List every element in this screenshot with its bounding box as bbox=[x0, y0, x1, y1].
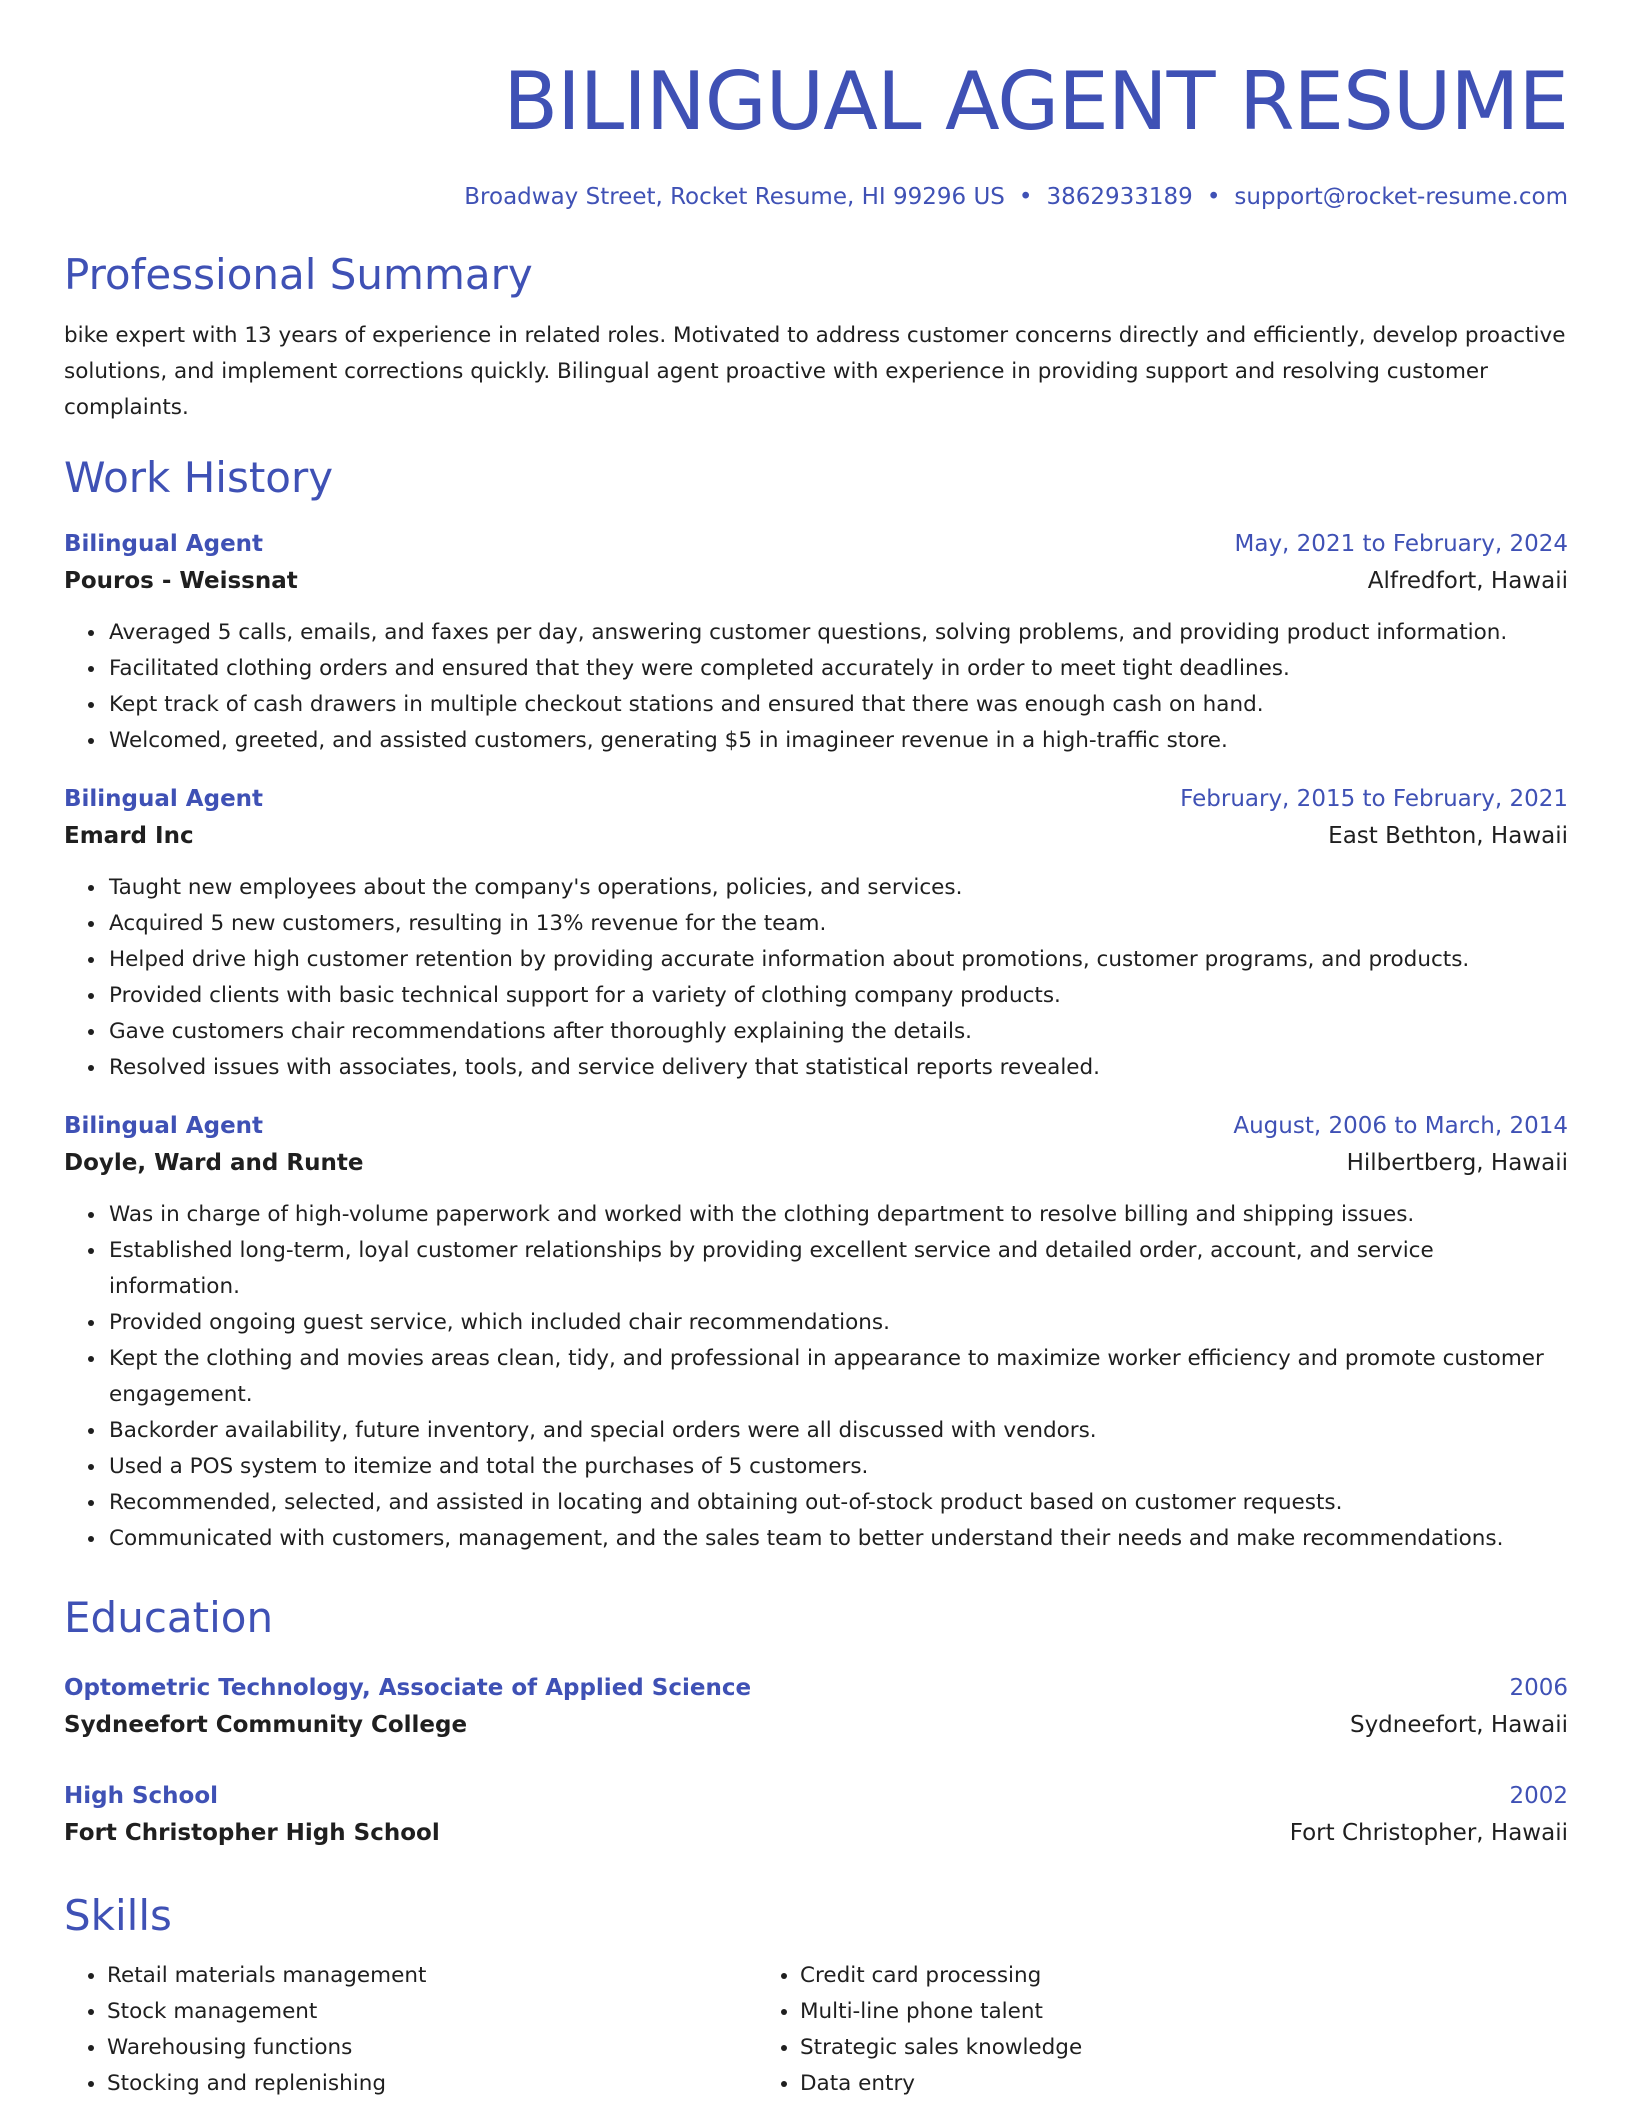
education-school-row bbox=[64, 1706, 1568, 1744]
education-school: Fort Christopher High School bbox=[64, 1820, 440, 1846]
job-header-row bbox=[64, 526, 1568, 562]
summary-text: bike expert with 13 years of experience in related roles. Motivated to address customer concerns directly and efficiently, develop proactive solutions, and implement corrections quickly. Bilingual agent proactive with experience in providing support and resolving customer complaints. bbox=[64, 323, 1566, 420]
job-entry bbox=[64, 781, 1568, 1086]
job-company-row bbox=[64, 817, 1568, 855]
skills-heading: Skills bbox=[64, 1891, 172, 1940]
job-bullet: • Was in charge of high-volume paperwork and worked with the clothing department to resolve billing and shipping issues. bbox=[107, 1197, 1568, 1233]
skills-list-right bbox=[757, 1958, 1517, 2102]
job-header-row bbox=[64, 781, 1568, 817]
job-bullet: • Recommended, selected, and assisted in locating and obtaining out-of-stock product based on customer requests. bbox=[107, 1485, 1568, 1521]
job-entry bbox=[64, 1108, 1568, 1557]
job-bullet: • Backorder availability, future inventory, and special orders were all discussed with vendors. bbox=[107, 1413, 1568, 1449]
skill-item: • Multi-line phone talent bbox=[800, 1994, 1517, 2030]
job-bullet: • Facilitated clothing orders and ensured that they were completed accurately in order to meet tight deadlines. bbox=[107, 651, 1568, 687]
job-bullet: • Kept track of cash drawers in multiple checkout stations and ensured that there was enough cash on hand. bbox=[107, 687, 1568, 723]
skill-item: • Stock management bbox=[107, 1994, 757, 2030]
skills-columns bbox=[64, 1958, 1568, 2102]
job-bullet: • Welcomed, greeted, and assisted customers, generating $5 in imagineer revenue in a high-traffic store. bbox=[107, 723, 1568, 759]
skill-item: • Stocking and replenishing bbox=[107, 2066, 757, 2102]
contact-address: Broadway Street, Rocket Resume, HI 99296 US bbox=[464, 184, 1005, 210]
job-company: Emard Inc bbox=[64, 823, 194, 849]
job-bullet: • Provided clients with basic technical support for a variety of clothing company products. bbox=[107, 978, 1568, 1014]
education-entry bbox=[64, 1670, 1568, 1744]
job-company-row bbox=[64, 562, 1568, 600]
job-company: Pouros - Weissnat bbox=[64, 568, 298, 594]
education-entry bbox=[64, 1778, 1568, 1852]
education-degree: Optometric Technology, Associate of Applied Science bbox=[64, 1675, 752, 1701]
job-dates: August, 2006 to March, 2014 bbox=[1233, 1113, 1568, 1139]
education-year: 2006 bbox=[1509, 1675, 1568, 1701]
job-header-row bbox=[64, 1108, 1568, 1144]
skill-item: • Warehousing functions bbox=[107, 2030, 757, 2066]
education-degree: High School bbox=[64, 1783, 219, 1809]
education-school-row bbox=[64, 1814, 1568, 1852]
contact-phone: 3862933189 bbox=[1046, 184, 1193, 210]
job-bullet: • Averaged 5 calls, emails, and faxes per day, answering customer questions, solving problems, and providing product information. bbox=[107, 615, 1568, 651]
job-location: Hilbertberg, Hawaii bbox=[1346, 1150, 1568, 1176]
education-location: Sydneefort, Hawaii bbox=[1349, 1712, 1568, 1738]
skills-list-left bbox=[64, 1958, 757, 2102]
job-bullet: • Used a POS system to itemize and total the purchases of 5 customers. bbox=[107, 1449, 1568, 1485]
education-year: 2002 bbox=[1509, 1783, 1568, 1809]
education-school: Sydneefort Community College bbox=[64, 1712, 468, 1738]
education-location: Fort Christopher, Hawaii bbox=[1289, 1820, 1568, 1846]
job-bullets bbox=[64, 615, 1568, 759]
job-role: Bilingual Agent bbox=[64, 1113, 264, 1139]
skill-item: • Strategic sales knowledge bbox=[800, 2030, 1517, 2066]
work-history-heading: Work History bbox=[64, 453, 334, 502]
job-bullet: • Provided ongoing guest service, which included chair recommendations. bbox=[107, 1305, 1568, 1341]
job-dates: May, 2021 to February, 2024 bbox=[1234, 531, 1568, 557]
job-bullet: • Taught new employees about the company's operations, policies, and services. bbox=[107, 870, 1568, 906]
skill-item: • Retail materials management bbox=[107, 1958, 757, 1994]
job-bullet: • Helped drive high customer retention by providing accurate information about promotions, customer programs, and products. bbox=[107, 942, 1568, 978]
education-header-row bbox=[64, 1778, 1568, 1814]
skill-item: • Data entry bbox=[800, 2066, 1517, 2102]
education-header-row bbox=[64, 1670, 1568, 1706]
job-role: Bilingual Agent bbox=[64, 786, 264, 812]
job-bullets bbox=[64, 1197, 1568, 1557]
contact-line bbox=[64, 182, 1568, 212]
resume-title: BILINGUAL AGENT RESUME bbox=[503, 55, 1568, 148]
job-bullet: • Gave customers chair recommendations after thoroughly explaining the details. bbox=[107, 1014, 1568, 1050]
contact-separator: • bbox=[1206, 184, 1221, 210]
resume-header bbox=[64, 0, 1568, 212]
job-company: Doyle, Ward and Runte bbox=[64, 1150, 364, 1176]
job-location: East Bethton, Hawaii bbox=[1328, 823, 1568, 849]
job-bullet: • Acquired 5 new customers, resulting in 13% revenue for the team. bbox=[107, 906, 1568, 942]
job-role: Bilingual Agent bbox=[64, 531, 264, 557]
contact-email: support@rocket-resume.com bbox=[1234, 184, 1568, 210]
education-heading: Education bbox=[64, 1593, 274, 1642]
job-bullets bbox=[64, 870, 1568, 1086]
job-company-row bbox=[64, 1144, 1568, 1182]
job-bullet: • Kept the clothing and movies areas clean, tidy, and professional in appearance to maximize worker efficiency and promote customer engagement. bbox=[107, 1341, 1568, 1413]
job-location: Alfredfort, Hawaii bbox=[1367, 568, 1568, 594]
job-bullet: • Established long-term, loyal customer relationships by providing excellent service and detailed order, account, and service information. bbox=[107, 1233, 1568, 1305]
summary-heading: Professional Summary bbox=[64, 250, 533, 299]
job-dates: February, 2015 to February, 2021 bbox=[1180, 786, 1568, 812]
contact-separator: • bbox=[1018, 184, 1033, 210]
job-bullet: • Resolved issues with associates, tools, and service delivery that statistical reports revealed. bbox=[107, 1050, 1568, 1086]
job-entry bbox=[64, 526, 1568, 759]
job-bullet: • Communicated with customers, management, and the sales team to better understand their needs and make recommendations. bbox=[107, 1521, 1568, 1557]
skill-item: • Credit card processing bbox=[800, 1958, 1517, 1994]
